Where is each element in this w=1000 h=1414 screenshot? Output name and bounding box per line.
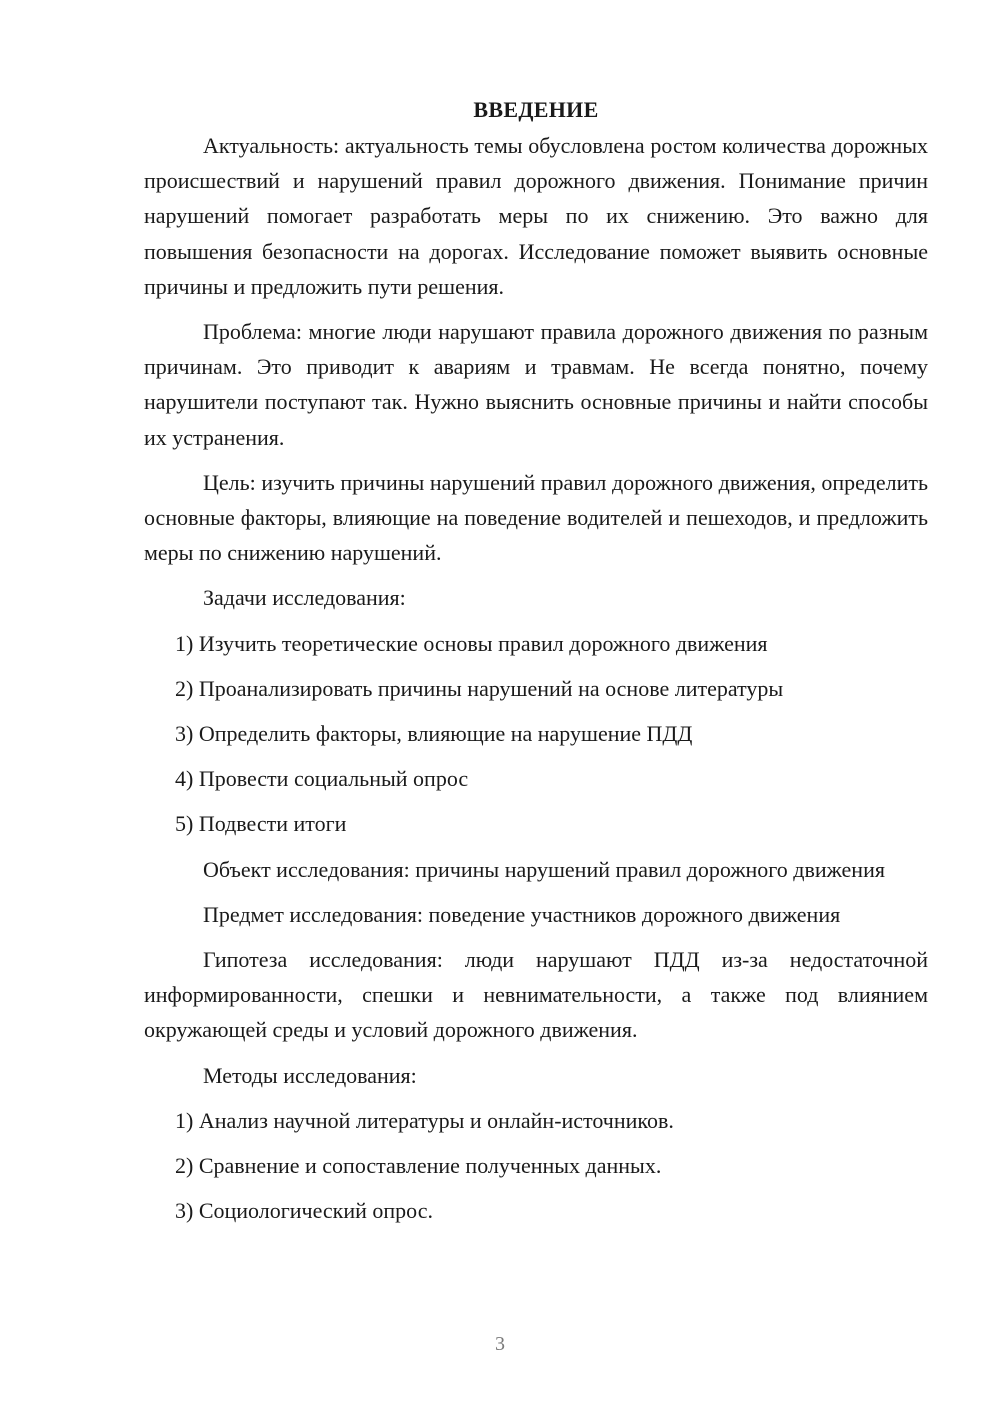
tasks-title: Задачи исследования:: [203, 585, 406, 611]
relevance-paragraph: Актуальность: актуальность темы обусловлена ростом количества дорожных происшествий и нарушений правил дорожного движения. Понимание причин нарушений помогает разработать меры по их снижению. Это важно для повышения безопасности на дорогах. Исследование поможет выявить основные причины и предложить пути решения.: [144, 133, 928, 299]
task-item-2: 2) Проанализировать причины нарушений на основе литературы: [175, 675, 784, 701]
methods-title: Методы исследования:: [203, 1062, 417, 1088]
hypothesis-paragraph: Гипотеза исследования: люди нарушают ПДД из-за недостаточной информированности, спешки и невнимательности, а также под влиянием окружающей среды и условий дорожного движения.: [144, 947, 928, 1043]
task-item-4: 4) Провести социальный опрос: [175, 766, 469, 792]
subject-paragraph: Предмет исследования: поведение участников дорожного движения: [203, 901, 841, 927]
method-item-1: 1) Анализ научной литературы и онлайн-источников.: [175, 1107, 674, 1133]
problem-paragraph: Проблема: многие люди нарушают правила дорожного движения по разным причинам. Это приводит к авариям и травмам. Не всегда понятно, почему нарушители поступают так. Нужно выяснить основные причины и найти способы их устранения.: [144, 319, 928, 450]
document-page: [144, 92, 928, 1228]
goal-paragraph: Цель: изучить причины нарушений правил дорожного движения, определить основные факторы, влияющие на поведение водителей и пешеходов, и предложить меры по снижению нарушений.: [144, 469, 928, 566]
object-paragraph: Объект исследования: причины нарушений правил дорожного движения: [203, 856, 885, 882]
task-item-1: 1) Изучить теоретические основы правил дорожного движения: [175, 630, 768, 656]
task-item-3: 3) Определить факторы, влияющие на нарушение ПДД: [175, 721, 693, 747]
task-item-5: 5) Подвести итоги: [175, 811, 347, 837]
section-heading: ВВЕДЕНИЕ: [473, 97, 599, 122]
method-item-3: 3) Социологический опрос.: [175, 1198, 433, 1224]
method-item-2: 2) Сравнение и сопоставление полученных данных.: [175, 1153, 662, 1179]
page-number: 3: [495, 1333, 505, 1355]
